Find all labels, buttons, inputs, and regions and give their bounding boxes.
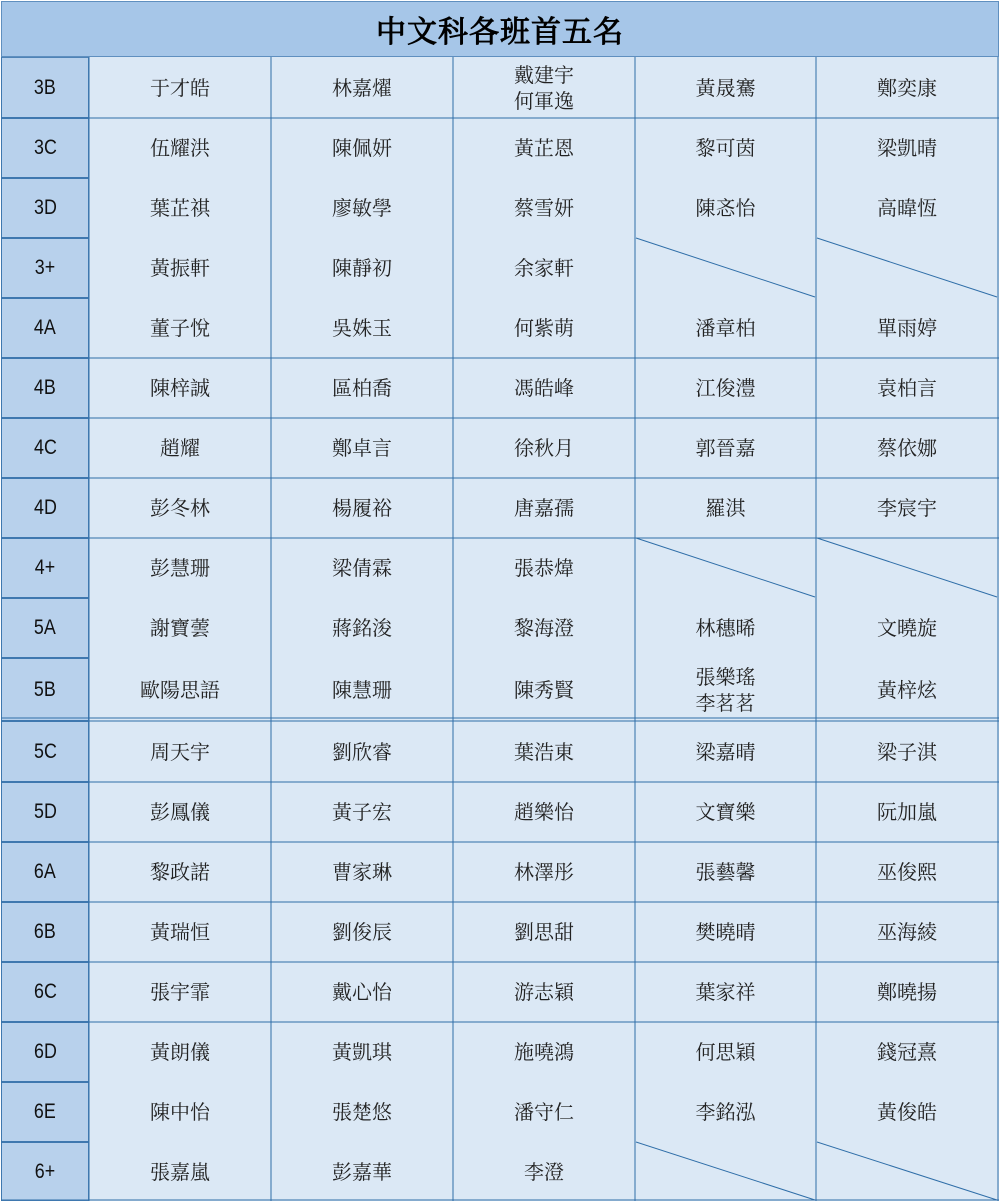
student-name: 曹家琳 [332, 860, 392, 884]
class-code: 4A [34, 316, 56, 339]
student-name: 黃晟騫 [695, 75, 756, 100]
student-name: 何紫萌 [514, 316, 574, 340]
student-name: 謝寶蕓 [150, 616, 210, 640]
student-name: 趙樂怡 [514, 800, 574, 824]
student-name: 鄭卓言 [332, 436, 392, 460]
class-code: 4B [34, 376, 56, 399]
student-name: 陳佩妍 [332, 136, 392, 160]
class-code: 5C [33, 739, 57, 763]
student-name: 張嘉嵐 [150, 1159, 210, 1184]
student-name: 于才皓 [150, 75, 210, 100]
empty-cell-diagonal [636, 1142, 815, 1200]
student-name: 葉浩東 [514, 739, 574, 764]
student-name: 巫海綾 [877, 920, 937, 944]
student-name: 趙耀 [160, 436, 200, 460]
student-name: 何軍逸 [514, 88, 574, 113]
student-name: 黃俊皓 [877, 1100, 937, 1124]
class-code: 4+ [34, 556, 56, 579]
student-name: 江俊澧 [695, 376, 756, 400]
student-name: 樊曉晴 [695, 920, 756, 944]
student-name: 黃芷恩 [514, 136, 574, 160]
results-sheet [1, 1, 999, 1201]
student-name: 黎可茵 [695, 136, 756, 160]
student-name: 陳靜初 [332, 256, 392, 280]
class-code: 4C [33, 436, 57, 459]
student-name: 劉俊辰 [332, 920, 392, 944]
student-name: 梁倩霖 [332, 556, 392, 580]
student-name: 梁凱晴 [877, 136, 937, 160]
student-name: 游志穎 [514, 980, 574, 1004]
student-name: 梁嘉晴 [695, 739, 756, 764]
class-code: 5B [34, 677, 56, 701]
student-name: 唐嘉孺 [514, 496, 574, 520]
student-name: 彭慧珊 [150, 556, 210, 580]
student-name: 董子悅 [150, 316, 210, 340]
empty-cell-diagonal [817, 538, 997, 597]
student-name: 黃瑞恒 [150, 920, 210, 944]
student-name: 陳秀賢 [514, 677, 574, 702]
student-name: 周天宇 [150, 739, 210, 764]
student-name: 余家軒 [514, 256, 574, 280]
class-code: 6E [34, 1100, 56, 1123]
class-code: 5D [33, 800, 57, 823]
class-code: 6A [34, 860, 56, 883]
student-name: 戴心怡 [332, 980, 392, 1004]
class-code: 4D [33, 496, 57, 519]
student-name: 黎海澄 [514, 616, 574, 640]
student-name: 陳中怡 [150, 1100, 210, 1124]
student-name: 張恭煒 [514, 556, 574, 580]
student-name: 戴建宇 [514, 62, 574, 87]
student-name: 區柏喬 [332, 376, 392, 400]
class-code: 3+ [34, 256, 56, 279]
sheet-title: 中文科各班首五名 [376, 15, 624, 50]
student-name: 陳梓誠 [150, 376, 210, 400]
student-name: 蔡依娜 [877, 436, 937, 460]
student-name: 何思穎 [695, 1040, 756, 1064]
empty-cell-diagonal [636, 538, 815, 597]
student-name: 高暐恆 [877, 196, 937, 220]
class-code: 3D [33, 196, 57, 219]
student-name: 袁柏言 [877, 376, 937, 400]
student-name: 文曉旋 [877, 616, 937, 640]
student-name: 蔣銘浚 [332, 616, 392, 640]
student-name: 黃梓炫 [877, 677, 937, 702]
student-name: 吳姝玉 [332, 316, 392, 340]
student-name: 張宇霏 [150, 980, 210, 1004]
student-name: 黃凱琪 [332, 1040, 392, 1064]
student-name: 梁子淇 [877, 739, 937, 764]
empty-cell-diagonal [817, 238, 997, 297]
table-grid-lines [1, 1, 999, 1201]
student-name: 彭嘉華 [332, 1159, 392, 1184]
student-name: 李茗茗 [695, 690, 756, 715]
student-name: 阮加嵐 [877, 800, 937, 824]
student-name: 文寶樂 [695, 800, 756, 824]
student-name: 劉思甜 [514, 920, 574, 944]
student-name: 張楚悠 [332, 1100, 392, 1124]
student-name: 李宸宇 [877, 496, 937, 520]
student-name: 彭冬林 [150, 496, 210, 520]
student-name: 張樂瑤 [695, 664, 756, 689]
class-code: 6B [34, 920, 56, 943]
student-name: 陳慧珊 [332, 677, 392, 702]
student-name: 廖敏學 [332, 196, 392, 220]
student-name: 張藝馨 [695, 860, 756, 884]
empty-cell-diagonal [817, 1142, 997, 1200]
student-name: 李銘泓 [695, 1100, 756, 1124]
student-name: 葉芷祺 [150, 196, 210, 220]
student-name: 馮皓峰 [514, 376, 574, 400]
student-name: 單雨婷 [877, 316, 937, 340]
class-code: 3C [33, 136, 57, 159]
student-name: 錢冠熹 [877, 1040, 937, 1064]
student-name: 林嘉燿 [332, 75, 392, 100]
student-name: 伍耀洪 [150, 136, 210, 160]
class-code: 3B [34, 75, 56, 99]
class-code: 5A [34, 616, 56, 639]
student-name: 黎政諾 [150, 860, 210, 884]
student-name: 黃朗儀 [150, 1040, 210, 1064]
class-code: 6+ [34, 1159, 56, 1183]
student-name: 葉家祥 [695, 980, 756, 1004]
student-name: 劉欣睿 [332, 739, 392, 764]
class-code: 6D [33, 1040, 57, 1063]
student-name: 林澤彤 [514, 860, 574, 884]
student-name: 郭晉嘉 [695, 436, 756, 460]
student-name: 彭鳳儀 [150, 800, 210, 824]
student-name: 巫俊熙 [877, 860, 937, 884]
student-name: 陳忞怡 [695, 196, 756, 220]
student-name: 歐陽思語 [140, 677, 220, 702]
student-name: 蔡雪妍 [514, 196, 574, 220]
class-code: 6C [33, 980, 57, 1003]
student-name: 黃振軒 [150, 256, 210, 280]
student-name: 鄭奕康 [877, 75, 937, 100]
student-name: 楊履裕 [332, 496, 392, 520]
empty-cell-diagonal [636, 238, 815, 297]
student-name: 黃子宏 [332, 800, 392, 824]
student-name: 林穗晞 [695, 616, 756, 640]
student-name: 李澄 [524, 1159, 564, 1184]
student-name: 施嘵鴻 [514, 1040, 574, 1064]
student-name: 羅淇 [705, 496, 746, 520]
student-name: 徐秋月 [514, 436, 574, 460]
student-name: 潘守仁 [514, 1100, 574, 1124]
student-name: 潘章柏 [695, 316, 756, 340]
student-name: 鄭曉揚 [877, 980, 937, 1004]
